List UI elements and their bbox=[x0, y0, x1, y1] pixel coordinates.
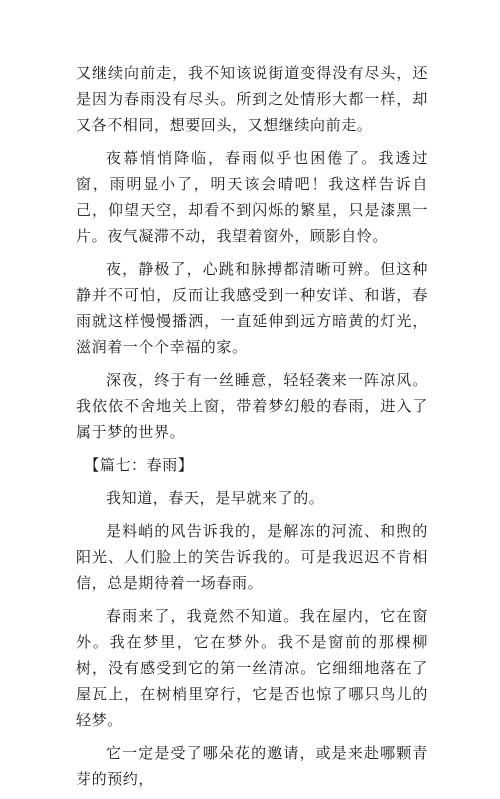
paragraph-nightfall: 夜幕悄悄降临，春雨似乎也困倦了。我透过窗，雨明显小了，明天该会晴吧！我这样告诉自己，仰望天空，却看不到闪烁的繁星，只是漆黑一片。夜气凝滞不动，我望着窗外，顾影自怜。 bbox=[76, 149, 428, 245]
paragraph-invitation: 它一定是受了哪朵花的邀请，或是来赴哪颗青芽的预约， bbox=[76, 744, 428, 788]
paragraph-spring-came: 我知道，春天，是早就来了的。 bbox=[106, 489, 325, 507]
document-body bbox=[76, 60, 428, 799]
paragraph-continued: 又继续向前走，我不知该说街道变得没有尽头，还是因为春雨没有尽头。所到之处情形大都一样，却又各不相同，想要回头，又想继续向前走。 bbox=[76, 64, 428, 134]
paragraph-late-night: 深夜，终于有一丝睡意，轻轻袭来一阵凉风。我依依不舍地关上窗，带着梦幻般的春雨，进入了属于梦的世界。 bbox=[76, 371, 428, 441]
paragraph-wind-told-me: 是料峭的风告诉我的，是解冻的河流、和煦的阳光、人们脸上的笑告诉我的。可是我迟迟不肯相信，总是期待着一场春雨。 bbox=[76, 522, 428, 592]
paragraph-quiet-night: 夜，静极了，心跳和脉搏都清晰可辨。但这种静并不可怕，反而让我感受到一种安详、和谐，春雨就这样慢慢播洒，一直延伸到远方暗黄的灯光，滋润着一个个幸福的家。 bbox=[76, 260, 428, 356]
paragraph-spring-rain-came: 春雨来了，我竟然不知道。我在屋内，它在窗外。我在梦里，它在梦外。我不是窗前的那棵柳树，没有感受到它的第一丝清凉。它细细地落在了屋瓦上，在树梢里穿行，它是否也惊了哪只鸟儿的轻梦。 bbox=[76, 607, 428, 729]
section-heading: 【篇七：春雨】 bbox=[84, 456, 194, 474]
